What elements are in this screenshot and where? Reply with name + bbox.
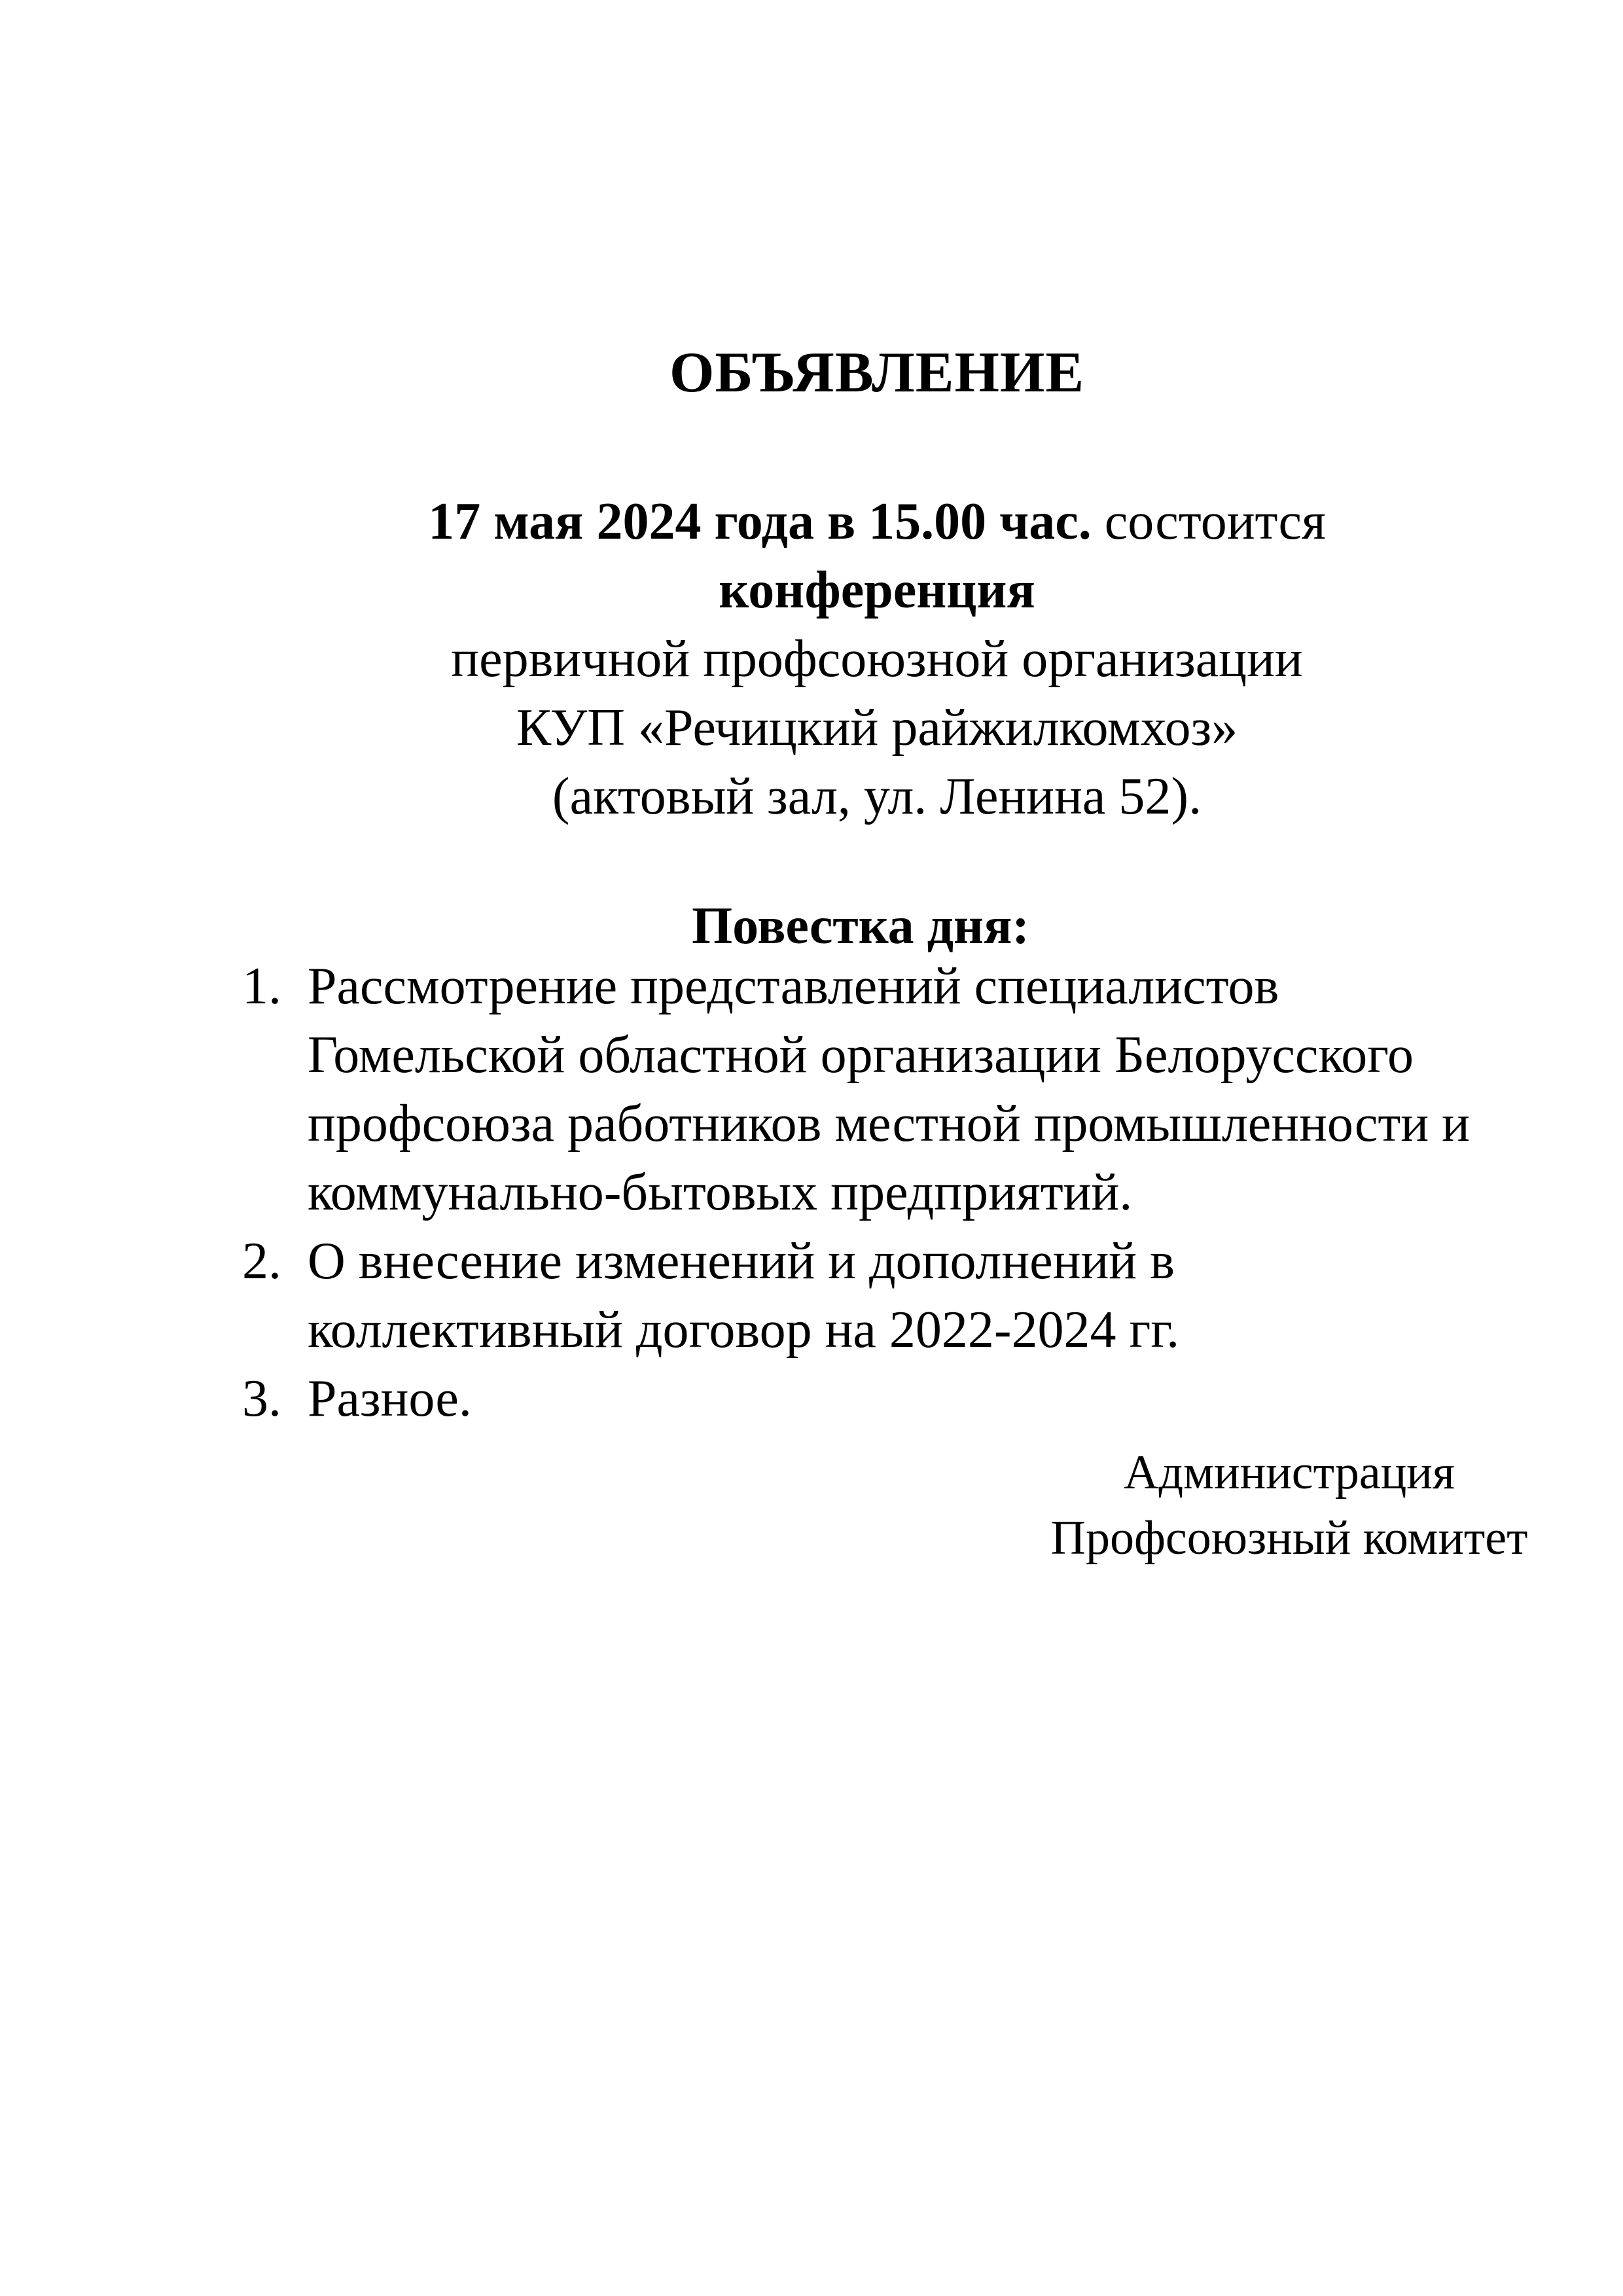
agenda-item-line: Гомельской областной организации Белорусского (308, 1026, 1414, 1084)
agenda-item-line: Рассмотрение представлений специалистов (308, 958, 1279, 1015)
agenda-item-number: 3. (242, 1370, 281, 1427)
agenda-item-1 (242, 952, 1551, 1227)
announcement-company: КУП «Речицкий райжилкомхоз» (516, 699, 1238, 757)
announcement-block (0, 488, 1623, 831)
document-title: ОБЪЯВЛЕНИЕ (669, 341, 1085, 404)
announcement-event: конференция (719, 562, 1035, 619)
agenda-item-line: профсоюза работников местной промышленности и (308, 1095, 1470, 1153)
agenda-list (242, 952, 1551, 1433)
announcement-venue: (актовый зал, ул. Ленина 52). (552, 768, 1202, 825)
signature-trade-union-committee: Профсоюзный комитет (1050, 1511, 1528, 1565)
agenda-item-line: О внесение изменений и дополнений в (308, 1232, 1175, 1290)
announcement-line-date (0, 488, 1623, 556)
announcement-organization: первичной профсоюзной организации (451, 630, 1303, 688)
agenda-item-number: 2. (242, 1232, 281, 1290)
signature-administration: Администрация (1124, 1446, 1455, 1499)
agenda-item-2 (242, 1227, 1551, 1365)
agenda-item-number: 1. (242, 958, 281, 1015)
agenda-item-line: коллективный договор на 2022-2024 гг. (308, 1301, 1180, 1359)
agenda-item-line: Разное. (308, 1370, 472, 1427)
agenda-heading: Повестка дня: (691, 897, 1030, 955)
agenda-item-line: коммунально-бытовых предприятий. (308, 1164, 1133, 1221)
agenda-item-3 (242, 1365, 1551, 1433)
announcement-verb: состоится (1091, 493, 1326, 550)
signature-block (1034, 1440, 1544, 1571)
announcement-date-time: 17 мая 2024 года в 15.00 час. (428, 493, 1092, 550)
